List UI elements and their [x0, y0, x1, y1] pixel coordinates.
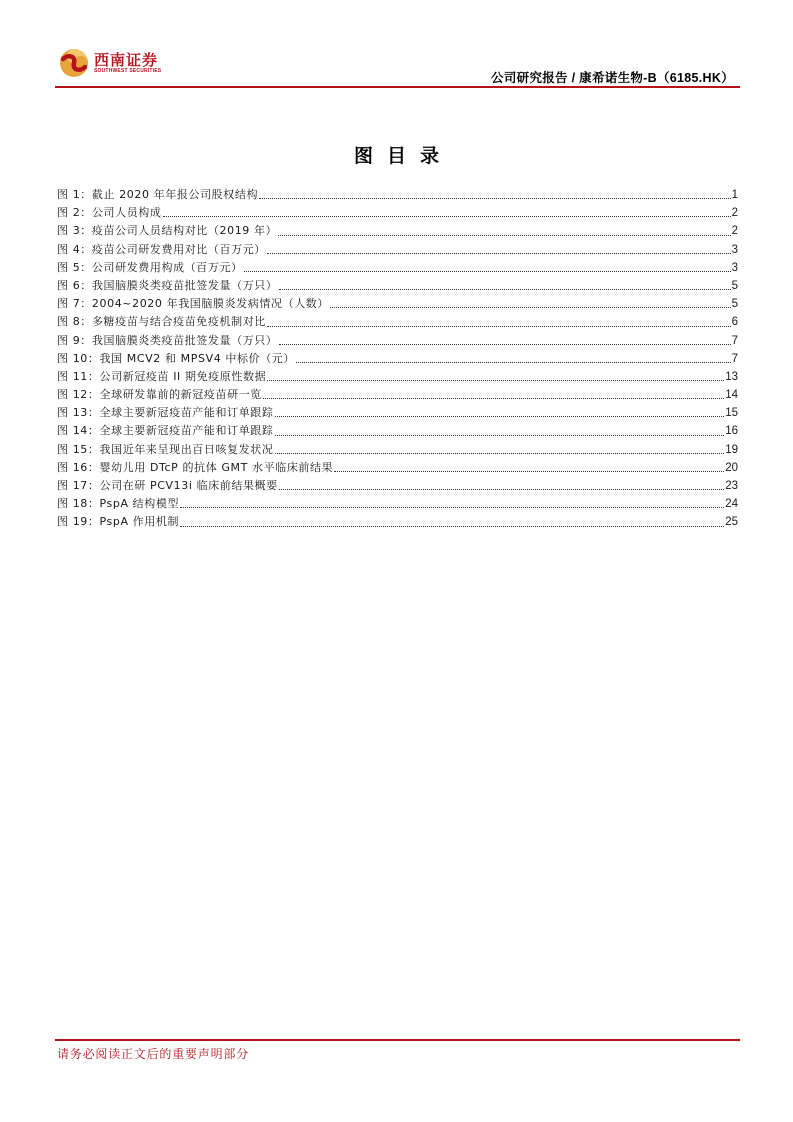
logo-name-cn: 西南证券	[94, 50, 159, 69]
toc-entry-page[interactable]: 6	[731, 316, 738, 329]
toc-entry[interactable]	[57, 313, 738, 331]
toc-entry[interactable]	[57, 404, 738, 422]
toc-entry-label[interactable]: 图 5：公司研发费用构成（百万元）	[57, 260, 243, 274]
toc-entry-page[interactable]: 7	[731, 334, 738, 347]
toc-entry-label[interactable]: 图 14：全球主要新冠疫苗产能和订单跟踪	[57, 424, 274, 438]
toc-entry[interactable]	[57, 222, 738, 240]
toc-entry[interactable]	[57, 332, 738, 350]
toc-leader-dots	[267, 379, 724, 381]
toc-entry-label[interactable]: 图 17：公司在研 PCV13i 临床前结果概要	[57, 479, 278, 492]
toc-entry-label[interactable]: 图 1：截止 2020 年年报公司股权结构	[57, 188, 259, 201]
toc-entry-page[interactable]: 5	[731, 298, 738, 311]
toc-entry[interactable]	[57, 459, 738, 477]
toc-entry[interactable]	[57, 477, 738, 495]
toc-entry-label[interactable]: 图 9：我国脑膜炎类疫苗批签发量（万只）	[57, 333, 278, 347]
toc-entry-page[interactable]: 1	[731, 189, 738, 201]
toc-entry[interactable]	[57, 422, 738, 440]
page-header	[55, 44, 740, 89]
toc-entry-label[interactable]: 图 12：全球研发靠前的新冠疫苗研一览	[57, 388, 262, 402]
toc-heading: 图目录	[353, 145, 453, 167]
toc-leader-dots	[267, 325, 731, 327]
footer-divider	[55, 1039, 740, 1041]
toc-entry-label[interactable]: 图 8：多糖疫苗与结合疫苗免疫机制对比	[57, 315, 266, 329]
toc-leader-dots	[330, 306, 731, 308]
toc-entry-page[interactable]: 23	[725, 480, 738, 492]
logo-mark-icon	[59, 48, 89, 78]
toc-entry[interactable]	[57, 350, 738, 368]
toc-entry-page[interactable]: 25	[725, 516, 738, 529]
toc-entry-label[interactable]: 图 13：全球主要新冠疫苗产能和订单跟踪	[57, 406, 274, 420]
toc-entry[interactable]	[57, 368, 738, 386]
toc-entry-label[interactable]: 图 3：疫苗公司人员结构对比（2019 年）	[57, 224, 278, 238]
figure-table-of-contents	[57, 186, 738, 532]
toc-entry-label[interactable]: 图 7：2004~2020 年我国脑膜炎发病情况（人数）	[57, 297, 329, 311]
logo-name-en: SOUTHWEST SECURITIES	[94, 67, 162, 74]
toc-entry-page[interactable]: 14	[725, 389, 738, 402]
company-logo	[59, 48, 161, 78]
toc-entry-page[interactable]: 3	[731, 261, 738, 274]
toc-entry[interactable]	[57, 441, 738, 459]
toc-entry-label[interactable]: 图 6：我国脑膜炎类疫苗批签发量（万只）	[57, 278, 278, 292]
toc-entry-page[interactable]: 5	[731, 279, 738, 292]
toc-entry-label[interactable]: 图 18：PspA 结构模型	[57, 497, 180, 511]
footer-disclaimer: 请务必阅读正文后的重要声明部分	[57, 1047, 250, 1061]
toc-leader-dots	[180, 506, 724, 508]
toc-entry-label[interactable]: 图 19：PspA 作用机制	[57, 515, 180, 529]
toc-leader-dots	[279, 488, 724, 490]
toc-entry-label[interactable]: 图 11：公司新冠疫苗 II 期免疫原性数据	[57, 369, 267, 383]
toc-leader-dots	[180, 525, 724, 527]
toc-leader-dots	[334, 470, 724, 472]
toc-entry[interactable]	[57, 259, 738, 277]
toc-entry-page[interactable]: 3	[731, 243, 738, 256]
toc-entry-page[interactable]: 13	[725, 370, 738, 383]
toc-entry-page[interactable]: 16	[725, 425, 738, 438]
header-divider	[55, 86, 740, 88]
toc-leader-dots	[296, 361, 731, 363]
toc-entry-page[interactable]: 20	[725, 461, 738, 474]
toc-entry-label[interactable]: 图 10：我国 MCV2 和 MPSV4 中标价（元）	[57, 351, 296, 365]
toc-leader-dots	[279, 343, 731, 345]
toc-leader-dots	[279, 288, 731, 290]
toc-leader-dots	[275, 452, 725, 454]
toc-entry[interactable]	[57, 277, 738, 295]
toc-entry[interactable]	[57, 204, 738, 222]
toc-entry[interactable]	[57, 386, 738, 404]
toc-leader-dots	[244, 270, 731, 272]
toc-leader-dots	[267, 252, 731, 254]
toc-entry-page[interactable]: 2	[731, 207, 738, 220]
toc-entry-label[interactable]: 图 4：疫苗公司研发费用对比（百万元）	[57, 242, 266, 256]
toc-entry-page[interactable]: 15	[725, 407, 738, 420]
toc-entry-label[interactable]: 图 15：我国近年来呈现出百日咳复发状况	[57, 442, 274, 456]
toc-entry[interactable]	[57, 495, 738, 513]
toc-entry-page[interactable]: 2	[731, 225, 738, 238]
toc-entry-page[interactable]: 24	[725, 498, 738, 511]
toc-leader-dots	[259, 197, 731, 199]
toc-entry[interactable]	[57, 186, 738, 204]
report-title: 公司研究报告 / 康希诺生物-B（6185.HK）	[491, 71, 734, 85]
toc-entry-label[interactable]: 图 2：公司人员构成	[57, 206, 162, 220]
toc-entry[interactable]	[57, 513, 738, 531]
toc-leader-dots	[275, 434, 725, 436]
toc-leader-dots	[275, 415, 725, 417]
toc-leader-dots	[163, 215, 731, 217]
toc-entry-label[interactable]: 图 16：婴幼儿用 DTcP 的抗体 GMT 水平临床前结果	[57, 460, 334, 474]
toc-entry-page[interactable]: 7	[731, 352, 738, 365]
toc-entry[interactable]	[57, 241, 738, 259]
toc-leader-dots	[278, 234, 730, 236]
toc-leader-dots	[263, 397, 724, 399]
toc-entry-page[interactable]: 19	[725, 443, 738, 456]
toc-entry[interactable]	[57, 295, 738, 313]
